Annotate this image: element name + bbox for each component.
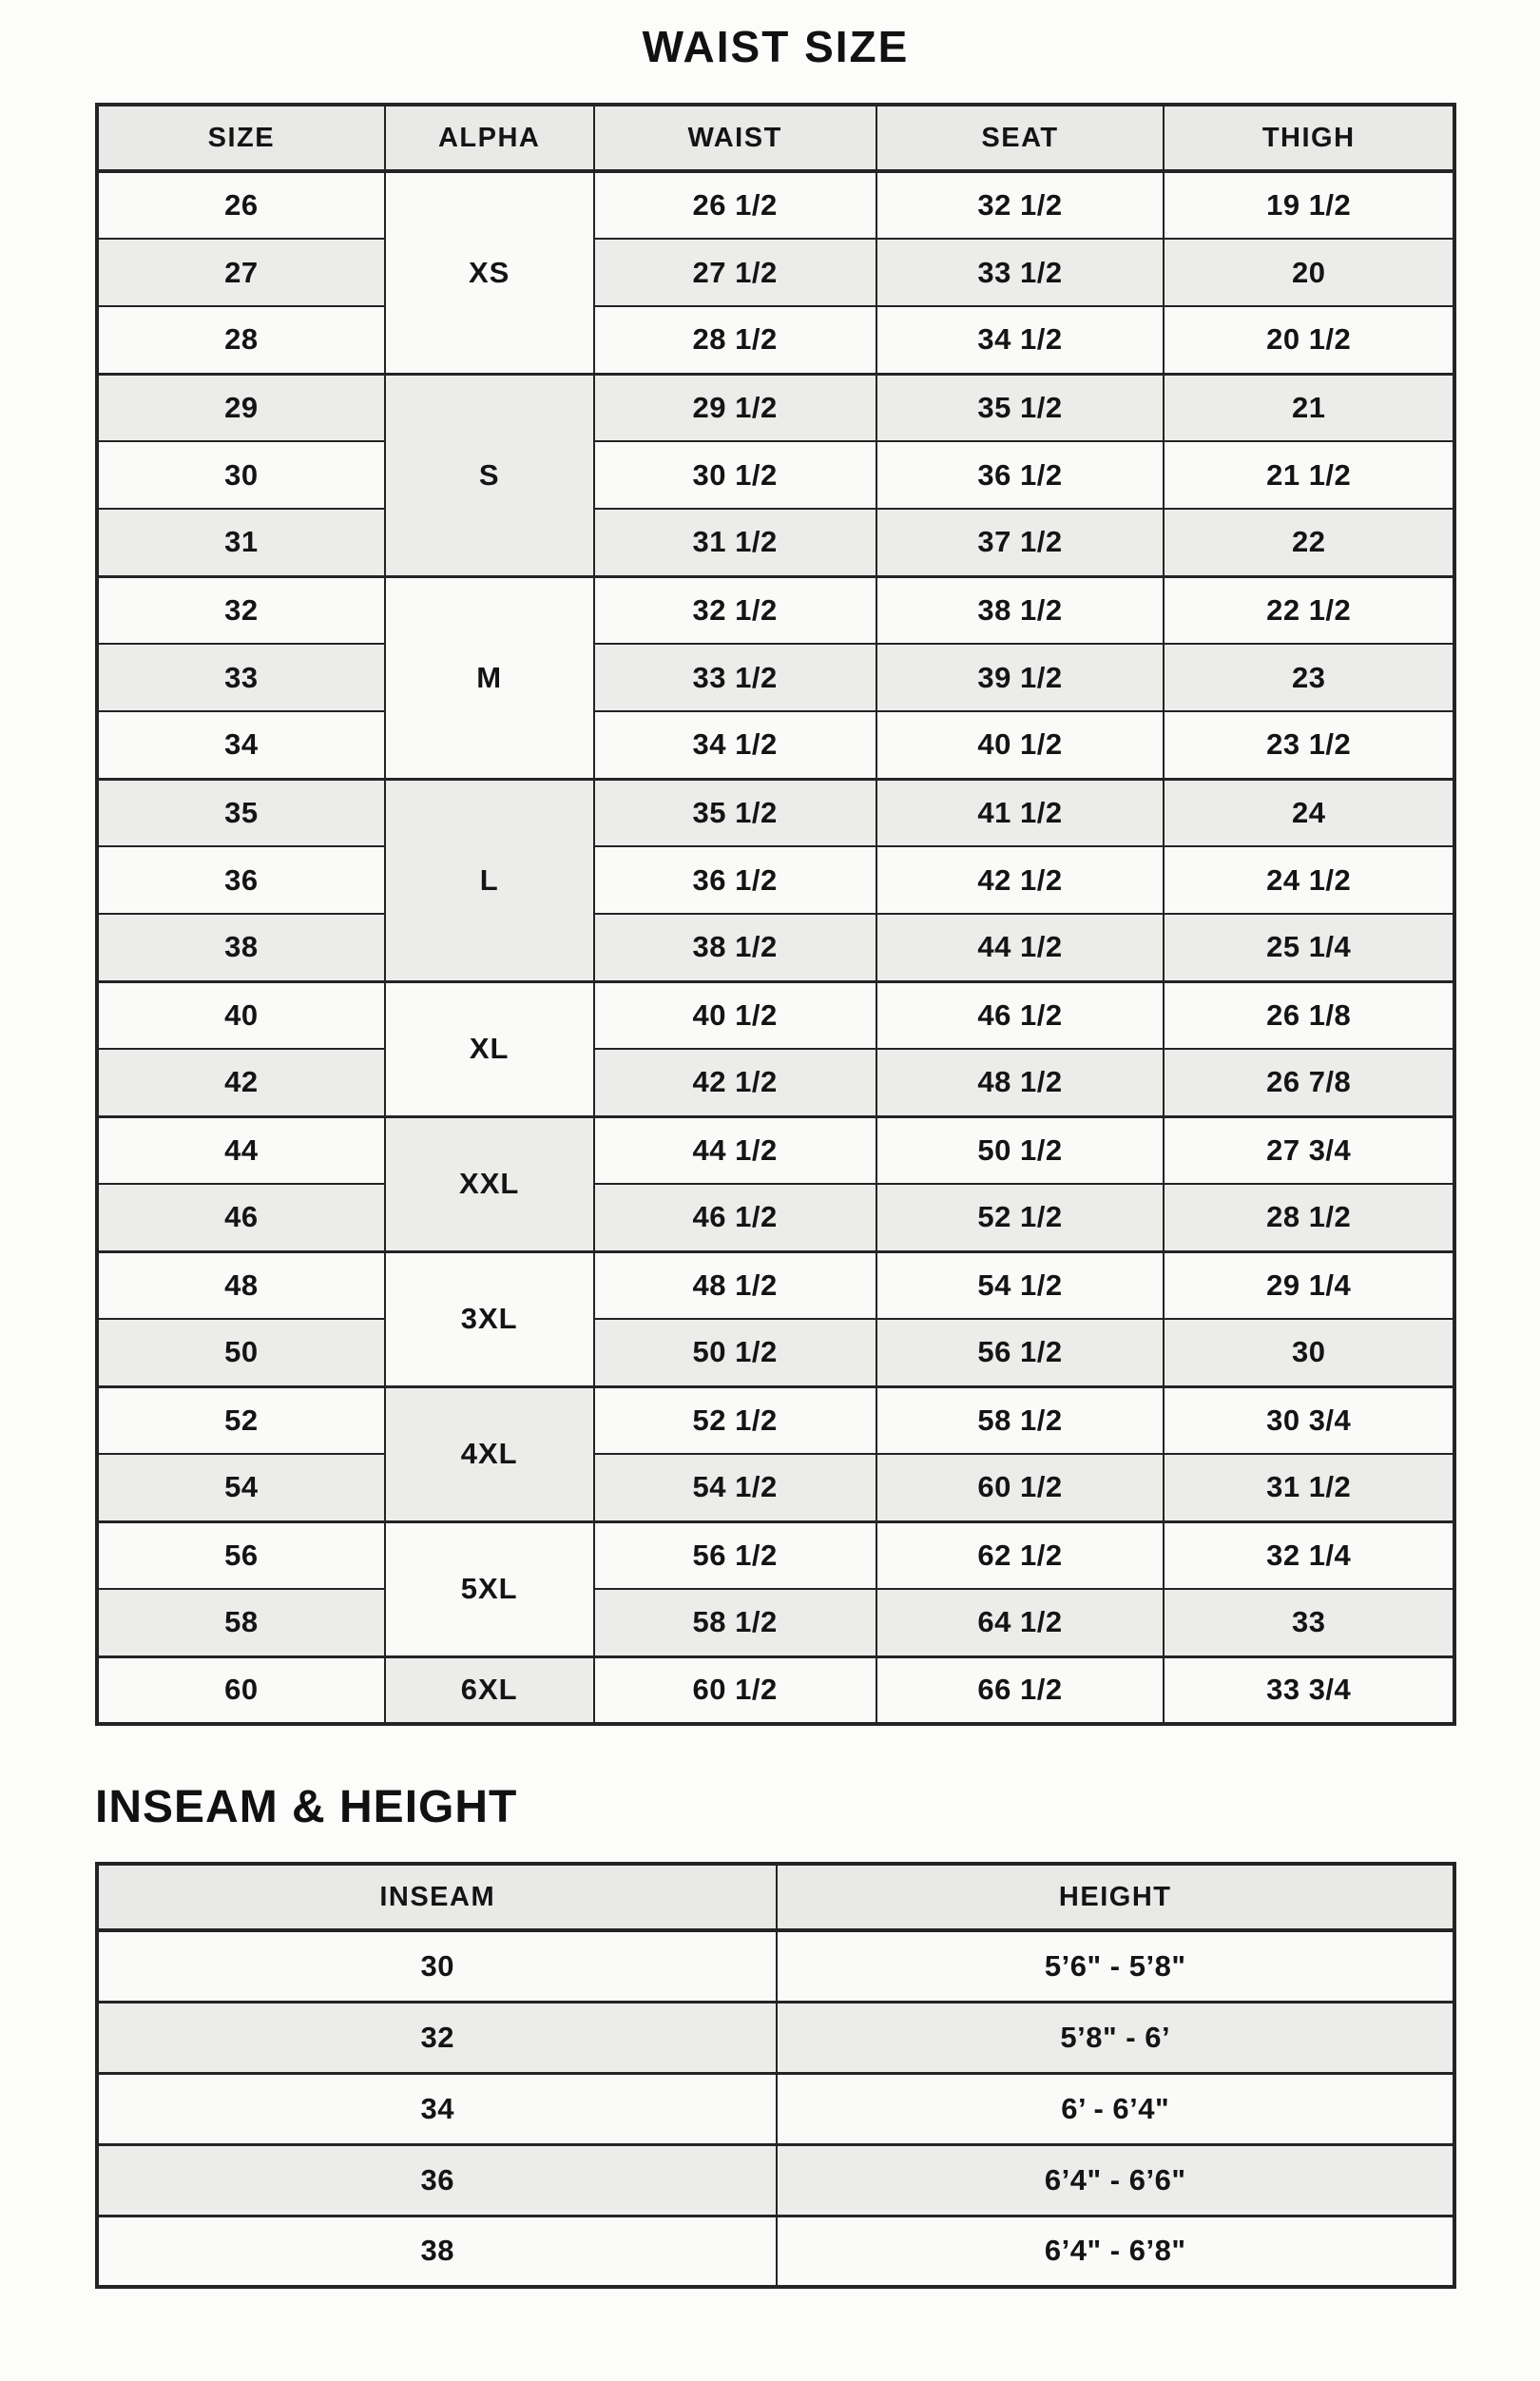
inseam-cell: 36 [97,2144,777,2216]
seat-cell: 50 1/2 [876,1116,1165,1184]
thigh-cell: 25 1/4 [1164,914,1454,981]
size-cell: 50 [97,1319,385,1386]
col-header-thigh: THIGH [1164,105,1454,171]
table-row [97,576,1454,644]
thigh-cell: 21 [1164,374,1454,441]
thigh-cell: 24 1/2 [1164,846,1454,914]
table-row [97,1656,1454,1724]
waist-size-table [95,103,1456,1726]
size-cell: 46 [97,1184,385,1251]
alpha-cell: 5XL [385,1521,594,1656]
col-header-waist: WAIST [594,105,876,171]
seat-cell: 32 1/2 [876,171,1165,239]
table-row [97,981,1454,1049]
size-cell: 27 [97,239,385,306]
inseam-table-header [97,1864,1454,1930]
seat-cell: 56 1/2 [876,1319,1165,1386]
thigh-cell: 22 1/2 [1164,576,1454,644]
thigh-cell: 33 3/4 [1164,1656,1454,1724]
waist-cell: 29 1/2 [594,374,876,441]
table-row [97,239,1454,306]
table-row [97,1521,1454,1589]
table-row [97,374,1454,441]
waist-cell: 40 1/2 [594,981,876,1049]
table-row [97,711,1454,779]
seat-cell: 38 1/2 [876,576,1165,644]
thigh-cell: 30 [1164,1319,1454,1386]
table-row [97,1589,1454,1656]
waist-cell: 34 1/2 [594,711,876,779]
seat-cell: 62 1/2 [876,1521,1165,1589]
size-cell: 56 [97,1521,385,1589]
seat-cell: 41 1/2 [876,779,1165,846]
table-row [97,644,1454,711]
waist-cell: 31 1/2 [594,509,876,576]
size-cell: 35 [97,779,385,846]
seat-cell: 35 1/2 [876,374,1165,441]
thigh-cell: 22 [1164,509,1454,576]
waist-cell: 27 1/2 [594,239,876,306]
size-cell: 33 [97,644,385,711]
seat-cell: 46 1/2 [876,981,1165,1049]
inseam-height-table [95,1862,1456,2289]
thigh-cell: 31 1/2 [1164,1454,1454,1521]
waist-cell: 58 1/2 [594,1589,876,1656]
table-row [97,1251,1454,1319]
size-cell: 58 [97,1589,385,1656]
thigh-cell: 19 1/2 [1164,171,1454,239]
height-cell: 5’8" - 6’ [777,2002,1454,2073]
size-cell: 38 [97,914,385,981]
waist-cell: 42 1/2 [594,1049,876,1116]
size-cell: 54 [97,1454,385,1521]
table-row [97,2073,1454,2144]
height-cell: 6’4" - 6’8" [777,2216,1454,2287]
waist-cell: 54 1/2 [594,1454,876,1521]
seat-cell: 36 1/2 [876,441,1165,509]
table-row [97,1184,1454,1251]
waist-cell: 44 1/2 [594,1116,876,1184]
thigh-cell: 30 3/4 [1164,1386,1454,1454]
table-row [97,1930,1454,2002]
size-cell: 34 [97,711,385,779]
waist-cell: 46 1/2 [594,1184,876,1251]
waist-table-header [97,105,1454,171]
seat-cell: 64 1/2 [876,1589,1165,1656]
alpha-cell: 3XL [385,1251,594,1386]
thigh-cell: 20 1/2 [1164,306,1454,374]
table-row [97,2216,1454,2287]
seat-cell: 33 1/2 [876,239,1165,306]
alpha-cell: XXL [385,1116,594,1251]
table-row [97,1116,1454,1184]
table-row [97,1319,1454,1386]
size-cell: 40 [97,981,385,1049]
waist-cell: 36 1/2 [594,846,876,914]
col-header-size: SIZE [97,105,385,171]
table-row [97,306,1454,374]
waist-cell: 38 1/2 [594,914,876,981]
alpha-cell: XL [385,981,594,1116]
seat-cell: 39 1/2 [876,644,1165,711]
seat-cell: 34 1/2 [876,306,1165,374]
table-row [97,914,1454,981]
thigh-cell: 23 [1164,644,1454,711]
size-cell: 42 [97,1049,385,1116]
col-header-seat: SEAT [876,105,1165,171]
table-row [97,171,1454,239]
size-cell: 60 [97,1656,385,1724]
waist-cell: 26 1/2 [594,171,876,239]
table-row [97,1049,1454,1116]
waist-cell: 52 1/2 [594,1386,876,1454]
table-row [97,1386,1454,1454]
height-cell: 6’ - 6’4" [777,2073,1454,2144]
size-cell: 26 [97,171,385,239]
seat-cell: 48 1/2 [876,1049,1165,1116]
table-row [97,441,1454,509]
inseam-table-body [97,1930,1454,2287]
waist-cell: 28 1/2 [594,306,876,374]
thigh-cell: 21 1/2 [1164,441,1454,509]
size-chart-page [95,0,1456,2289]
size-cell: 48 [97,1251,385,1319]
seat-cell: 58 1/2 [876,1386,1165,1454]
inseam-cell: 38 [97,2216,777,2287]
waist-cell: 50 1/2 [594,1319,876,1386]
size-cell: 30 [97,441,385,509]
alpha-cell: XS [385,171,594,374]
alpha-cell: L [385,779,594,981]
thigh-cell: 23 1/2 [1164,711,1454,779]
alpha-cell: S [385,374,594,576]
size-cell: 28 [97,306,385,374]
table-row [97,509,1454,576]
inseam-cell: 34 [97,2073,777,2144]
waist-cell: 60 1/2 [594,1656,876,1724]
seat-cell: 40 1/2 [876,711,1165,779]
inseam-cell: 32 [97,2002,777,2073]
col-header-height: HEIGHT [777,1864,1454,1930]
size-cell: 32 [97,576,385,644]
thigh-cell: 24 [1164,779,1454,846]
seat-cell: 60 1/2 [876,1454,1165,1521]
thigh-cell: 26 7/8 [1164,1049,1454,1116]
seat-cell: 54 1/2 [876,1251,1165,1319]
seat-cell: 44 1/2 [876,914,1165,981]
alpha-cell: M [385,576,594,779]
seat-cell: 42 1/2 [876,846,1165,914]
size-cell: 29 [97,374,385,441]
waist-cell: 35 1/2 [594,779,876,846]
size-cell: 31 [97,509,385,576]
waist-cell: 56 1/2 [594,1521,876,1589]
inseam-height-title: INSEAM & HEIGHT [95,1782,518,1832]
waist-cell: 32 1/2 [594,576,876,644]
height-cell: 6’4" - 6’6" [777,2144,1454,2216]
table-row [97,2144,1454,2216]
thigh-cell: 26 1/8 [1164,981,1454,1049]
waist-cell: 30 1/2 [594,441,876,509]
seat-cell: 37 1/2 [876,509,1165,576]
size-cell: 44 [97,1116,385,1184]
alpha-cell: 4XL [385,1386,594,1521]
height-cell: 5’6" - 5’8" [777,1930,1454,2002]
seat-cell: 52 1/2 [876,1184,1165,1251]
seat-cell: 66 1/2 [876,1656,1165,1724]
thigh-cell: 28 1/2 [1164,1184,1454,1251]
table-row [97,779,1454,846]
table-row [97,2002,1454,2073]
waist-size-title: WAIST SIZE [642,22,910,71]
waist-cell: 33 1/2 [594,644,876,711]
table-row [97,846,1454,914]
thigh-cell: 20 [1164,239,1454,306]
waist-table-body [97,171,1454,1724]
table-row [97,1454,1454,1521]
col-header-alpha: ALPHA [385,105,594,171]
waist-cell: 48 1/2 [594,1251,876,1319]
header-row [97,105,1454,171]
thigh-cell: 27 3/4 [1164,1116,1454,1184]
header-row [97,1864,1454,1930]
size-cell: 36 [97,846,385,914]
alpha-cell: 6XL [385,1656,594,1724]
size-cell: 52 [97,1386,385,1454]
inseam-cell: 30 [97,1930,777,2002]
thigh-cell: 33 [1164,1589,1454,1656]
thigh-cell: 32 1/4 [1164,1521,1454,1589]
col-header-inseam: INSEAM [97,1864,777,1930]
thigh-cell: 29 1/4 [1164,1251,1454,1319]
